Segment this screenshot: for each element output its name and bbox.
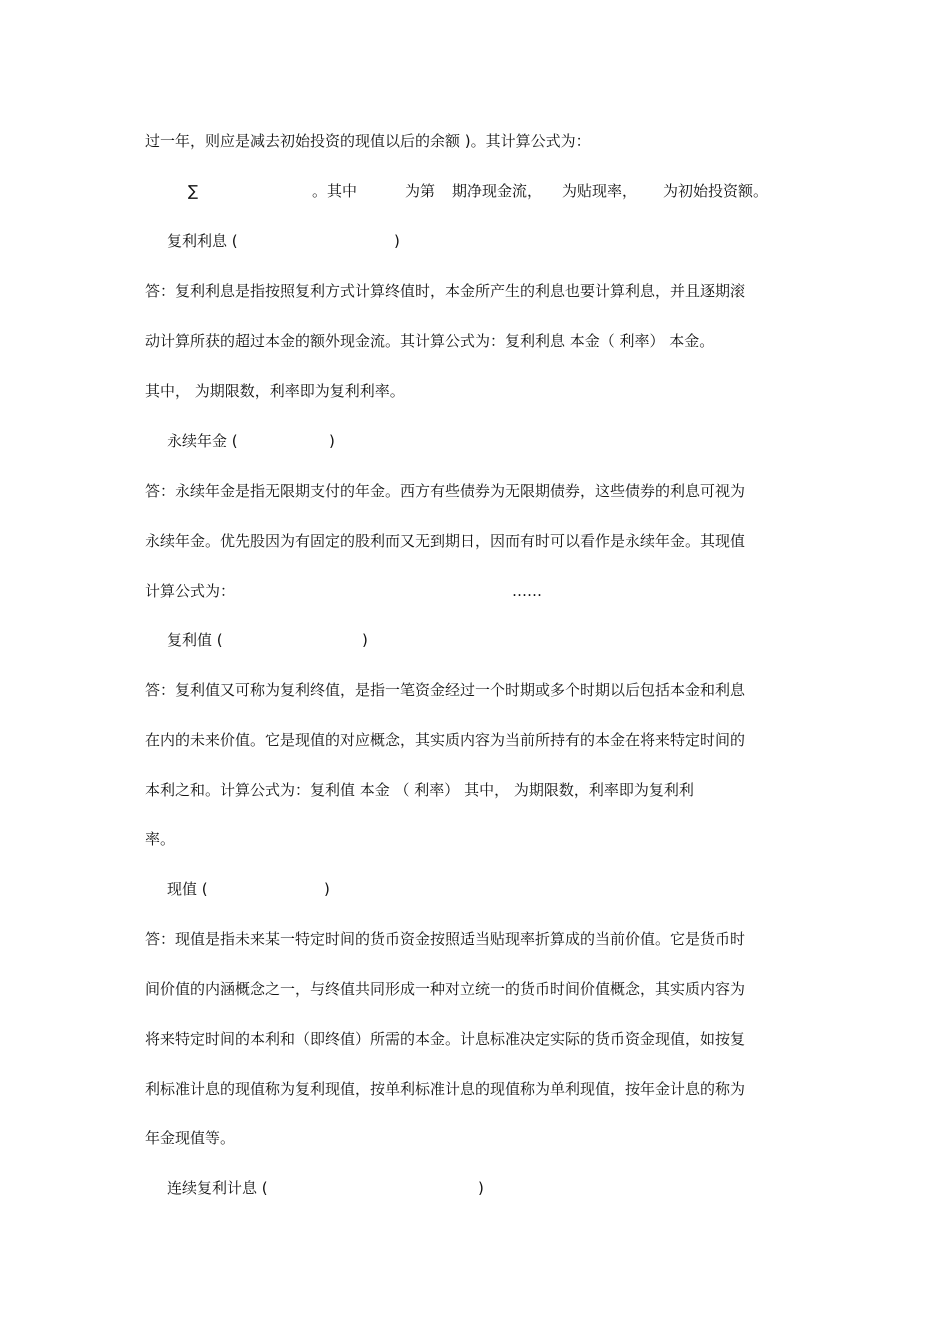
- term-heading-continuous-compounding: 连续复利计息 (: [167, 1179, 268, 1197]
- term-body-line: 动计算所获的超过本金的额外现金流。其计算公式为：复利利息 本金（ 利率） 本金。: [145, 332, 715, 350]
- term-heading-close: ): [329, 432, 335, 450]
- term-body-line: 计算公式为：: [145, 582, 236, 600]
- term-body-line: 永续年金。优先股因为有固定的股利而又无到期日，因而有时可以看作是永续年金。其现值: [145, 532, 746, 550]
- term-body-line: 答：复利值又可称为复利终值，是指一笔资金经过一个时期或多个时期以后包括本金和利息: [145, 681, 746, 699]
- term-body-line: 本利之和。计算公式为：复利值 本金 （ 利率） 其中， 为期限数，利率即为复利利: [145, 781, 694, 799]
- term-heading-close: ): [394, 232, 400, 250]
- term-body-line: 答：永续年金是指无限期支付的年金。西方有些债券为无限期债券，这些债券的利息可视为: [145, 482, 746, 500]
- term-heading-close: ): [362, 631, 368, 649]
- formula-rate-desc: 为贴现率，: [562, 182, 638, 200]
- term-body-line: 率。: [145, 830, 176, 848]
- term-body-line: 利标准计息的现值称为复利现值，按单利标准计息的现值称为单利现值，按年金计息的称为: [145, 1080, 746, 1098]
- term-heading-perpetuity: 永续年金 (: [167, 432, 238, 450]
- term-body-line: 间价值的内涵概念之一，与终值共同形成一种对立统一的货币时间价值概念，其实质内容为: [145, 980, 746, 998]
- npv-tail-text: 过一年，则应是减去初始投资的现值以后的余额 )。其计算公式为：: [145, 132, 591, 150]
- formula-ellipsis: ……: [512, 582, 542, 600]
- term-body-line: 将来特定时间的本利和（即终值）所需的本金。计息标准决定实际的货币资金现值，如按复: [145, 1030, 746, 1048]
- formula-cf-desc: 为第: [405, 182, 436, 200]
- formula-init-desc: 为初始投资额。: [663, 182, 769, 200]
- term-heading-compound-value: 复利值 (: [167, 631, 223, 649]
- term-body-line: 其中， 为期限数，利率即为复利利率。: [145, 382, 405, 400]
- term-heading-close: ): [324, 880, 330, 898]
- term-body-line: 在内的未来价值。它是现值的对应概念，其实质内容为当前所持有的本金在将来特定时间的: [145, 731, 746, 749]
- term-heading-close: ): [478, 1179, 484, 1197]
- term-body-line: 年金现值等。: [145, 1129, 236, 1147]
- formula-where: 。其中: [312, 182, 358, 200]
- term-heading-present-value: 现值 (: [167, 880, 208, 898]
- npv-formula-line: [0, 181, 950, 201]
- sigma-symbol: ∑: [188, 182, 199, 200]
- term-body-line: 答：复利利息是指按照复利方式计算终值时，本金所产生的利息也要计算利息，并且逐期滚: [145, 282, 746, 300]
- formula-cf-desc2: 期净现金流，: [452, 182, 543, 200]
- term-heading-compound-interest: 复利利息 (: [167, 232, 238, 250]
- term-body-line: 答：现值是指未来某一特定时间的货币资金按照适当贴现率折算成的当前价值。它是货币时: [145, 930, 746, 948]
